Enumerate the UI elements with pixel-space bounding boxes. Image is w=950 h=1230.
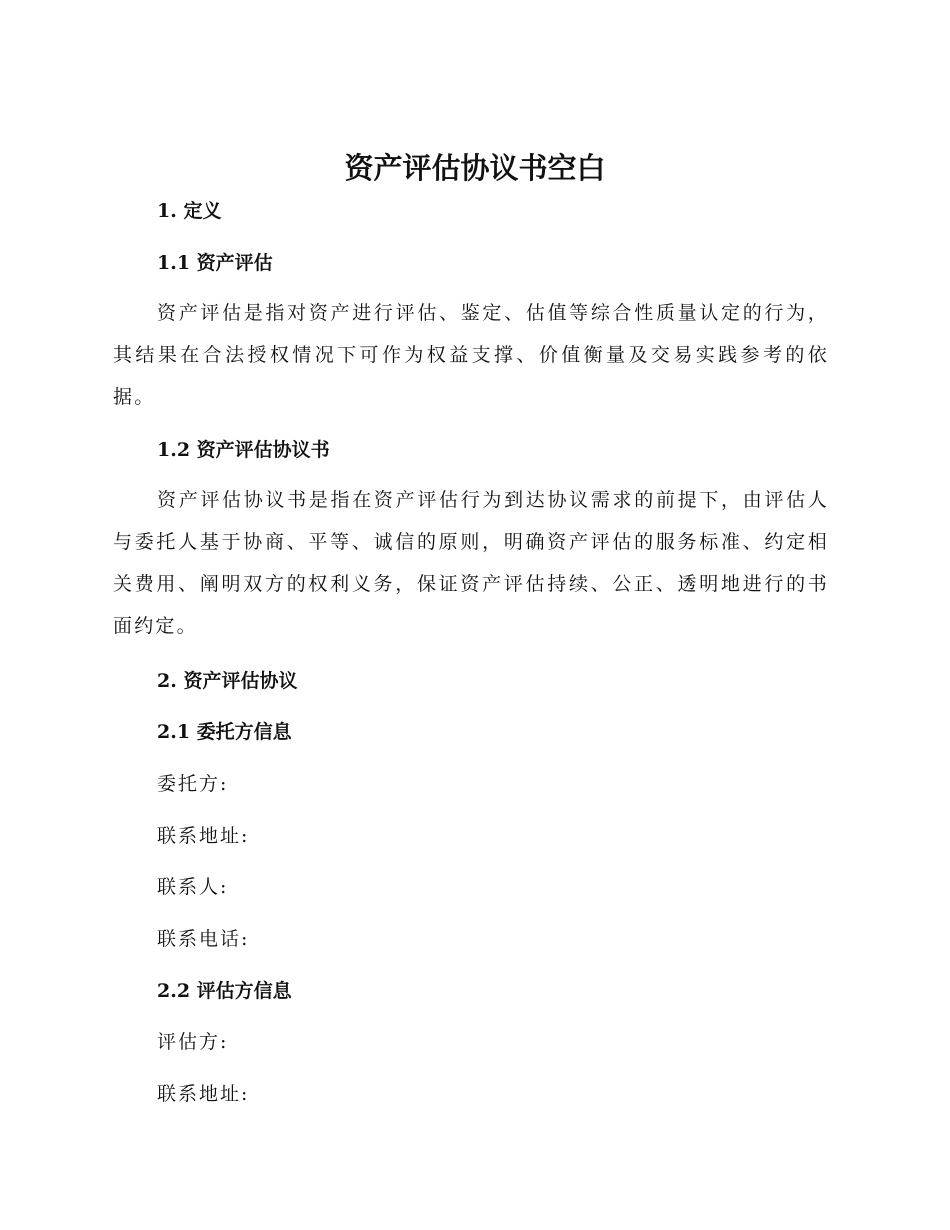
section-1-1-body: 资产评估是指对资产进行评估、鉴定、估值等综合性质量认定的行为，其结果在合法授权情况下可作为权益支撑、价值衡量及交易实践参考的依据。 (113, 302, 829, 408)
document-title: 资产评估协议书空白 (344, 151, 606, 185)
field-appraiser-address: 联系地址: (157, 1083, 250, 1105)
section-1-heading: 1. 定义 (157, 200, 222, 222)
field-client-contact: 联系人: (157, 876, 229, 898)
section-1-2-heading: 1.2 资产评估协议书 (157, 439, 330, 461)
section-2-2-heading: 2.2 评估方信息 (157, 980, 292, 1002)
section-2-1-heading: 2.1 委托方信息 (157, 721, 292, 743)
section-1-1-heading: 1.1 资产评估 (157, 252, 273, 274)
field-client-address: 联系地址: (157, 825, 250, 847)
field-appraiser-name: 评估方: (157, 1031, 229, 1053)
section-1-2-body: 资产评估协议书是指在资产评估行为到达协议需求的前提下，由评估人与委托人基于协商、平等、诚信的原则，明确资产评估的服务标准、约定相关费用、阐明双方的权利义务，保证资产评估持续、公正、透明地进行的书面约定。 (113, 489, 829, 637)
field-client-phone: 联系电话: (157, 928, 250, 950)
field-client-name: 委托方: (157, 773, 229, 795)
section-2-heading: 2. 资产评估协议 (157, 670, 298, 692)
